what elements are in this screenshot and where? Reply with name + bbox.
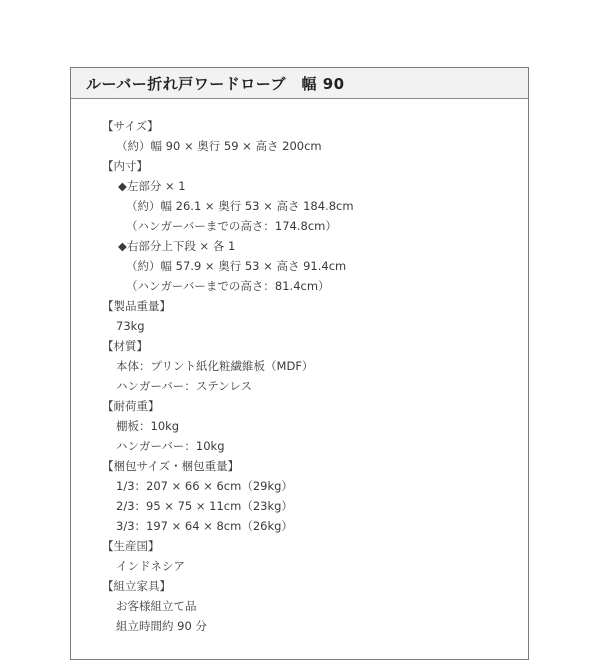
spec-line: 組立時間約 90 分 — [116, 619, 207, 633]
spec-section-heading: 【梱包サイズ・梱包重量】 — [102, 459, 240, 473]
spec-section-heading: 【耐荷重】 — [102, 399, 160, 413]
spec-line: 1/3：207 × 66 × 6cm（29kg） — [116, 479, 293, 493]
spec-section-heading: 【サイズ】 — [102, 119, 159, 133]
spec-line: ハンガーバー：10kg — [116, 439, 225, 453]
spec-section-heading: 【材質】 — [102, 339, 148, 353]
spec-panel — [70, 67, 529, 660]
spec-line: ハンガーバー：ステンレス — [116, 379, 252, 393]
spec-line: ◆右部分上下段 × 各 1 — [118, 239, 236, 253]
spec-list — [102, 116, 518, 636]
spec-line: 本体：プリント紙化粧繊維板（MDF） — [116, 359, 314, 373]
spec-line: 73kg — [116, 319, 145, 333]
spec-line: ◆左部分 × 1 — [118, 179, 186, 193]
spec-line: （約）幅 90 × 奥行 59 × 高さ 200cm — [116, 139, 322, 153]
spec-line: 3/3：197 × 64 × 8cm（26kg） — [116, 519, 293, 533]
spec-section-heading: 【内寸】 — [102, 159, 148, 173]
spec-line: （約）幅 57.9 × 奥行 53 × 高さ 91.4cm — [126, 259, 347, 273]
spec-line: お客様組立て品 — [116, 599, 197, 613]
spec-line: 棚板：10kg — [116, 419, 180, 433]
spec-section-heading: 【組立家具】 — [102, 579, 171, 593]
spec-line: （約）幅 26.1 × 奥行 53 × 高さ 184.8cm — [126, 199, 354, 213]
spec-line: インドネシア — [116, 559, 185, 573]
spec-line: 2/3：95 × 75 × 11cm（23kg） — [116, 499, 293, 513]
spec-line: （ハンガーバーまでの高さ：81.4cm） — [126, 279, 330, 293]
spec-section-heading: 【生産国】 — [102, 539, 160, 553]
spec-header — [71, 68, 528, 99]
spec-section-heading: 【製品重量】 — [102, 299, 171, 313]
spec-line: （ハンガーバーまでの高さ：174.8cm） — [126, 219, 337, 233]
product-title: ルーバー折れ戸ワードローブ 幅 90 — [86, 74, 345, 93]
